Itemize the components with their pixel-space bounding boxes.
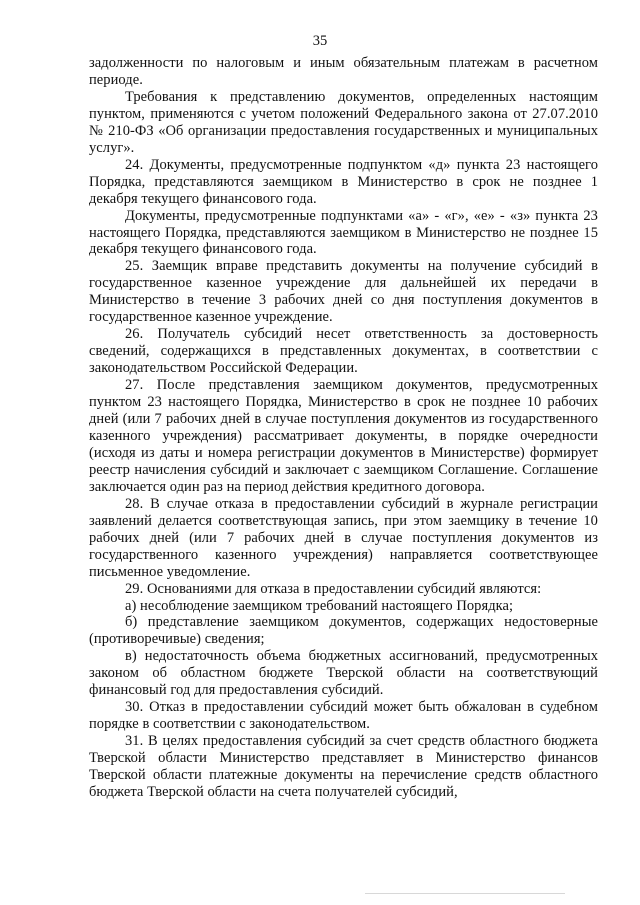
paragraph-item-24-continued: Документы, предусмотренные подпунктами «а» - «г», «е» - «з» пункта 23 настоящего Порядка, представляются заемщиком в Министерство не позднее 15 декабря текущего финансового года. [89,207,598,258]
page-number: 35 [312,33,328,49]
paragraph-item-29-a: а) несоблюдение заемщиком требований настоящего Порядка; [125,597,514,614]
paragraph-1: задолженности по налоговым и иным обязательным платежам в расчетном периоде. [89,55,598,88]
paragraph-item-30: 30. Отказ в предоставлении субсидий может быть обжалован в судебном порядке в соответствии с законодательством. [89,699,598,733]
paragraph-item-31: 31. В целях предоставления субсидий за счет средств областного бюджета Тверской области Министерство представляет в Министерство финансов Тверской области платежные документы на перечисление средств областного бюджета Тверской области на счета получателей субсидий, [89,733,598,800]
paragraph-item-24: 24. Документы, предусмотренные подпунктом «д» пункта 23 настоящего Порядка, представляются заемщиком в Министерство в срок не позднее 1 декабря текущего финансового года. [89,156,598,207]
scan-edge-line [365,893,565,894]
paragraph-item-26: 26. Получатель субсидий несет ответственность за достоверность сведений, содержащихся в представленных документах, в соответствии с законодательством Российской Федерации. [89,326,598,377]
paragraph-2: Требования к представлению документов, определенных настоящим пунктом, применяются с учетом положений Федерального закона от 27.07.2010 № 210-ФЗ «Об организации предоставления государственных и муниципальных услуг». [89,88,598,156]
paragraph-item-29-b: б) представление заемщиком документов, содержащих недостоверные (противоречивые) сведения; [89,614,598,648]
paragraph-item-29-v: в) недостаточность объема бюджетных ассигнований, предусмотренных законом об областном бюджете Тверской области на соответствующий финансовый год для предоставления субсидий. [89,648,598,699]
document-body [89,55,598,801]
paragraph-item-29: 29. Основаниями для отказа в предоставлении субсидий являются: [125,580,542,597]
paragraph-item-27: 27. После представления заемщиком документов, предусмотренных пунктом 23 настоящего Порядка, Министерство в срок не позднее 10 рабочих дней (или 7 рабочих дней в случае поступления документов из государственного казенного учреждения) рассматривает документы, в порядке очередности (исходя из даты и номера регистрации документов в Министерстве) формирует реестр начисления субсидий и заключает с заемщиком Соглашение. Соглашение заключается один раз на период действия кредитного договора. [89,377,598,495]
paragraph-item-28: 28. В случае отказа в предоставлении субсидий в журнале регистрации заявлений делается соответствующая запись, при этом заемщику в течение 10 рабочих дней (или 7 рабочих дней в случае поступления документов из государственного казенного учреждения) направляется соответствующее письменное уведомление. [89,495,598,580]
paragraph-item-25: 25. Заемщик вправе представить документы на получение субсидий в государственное казенное учреждение для дальнейшей их передачи в Министерство в течение 3 рабочих дней со дня поступления документов в государственное казенное учреждение. [89,258,598,326]
